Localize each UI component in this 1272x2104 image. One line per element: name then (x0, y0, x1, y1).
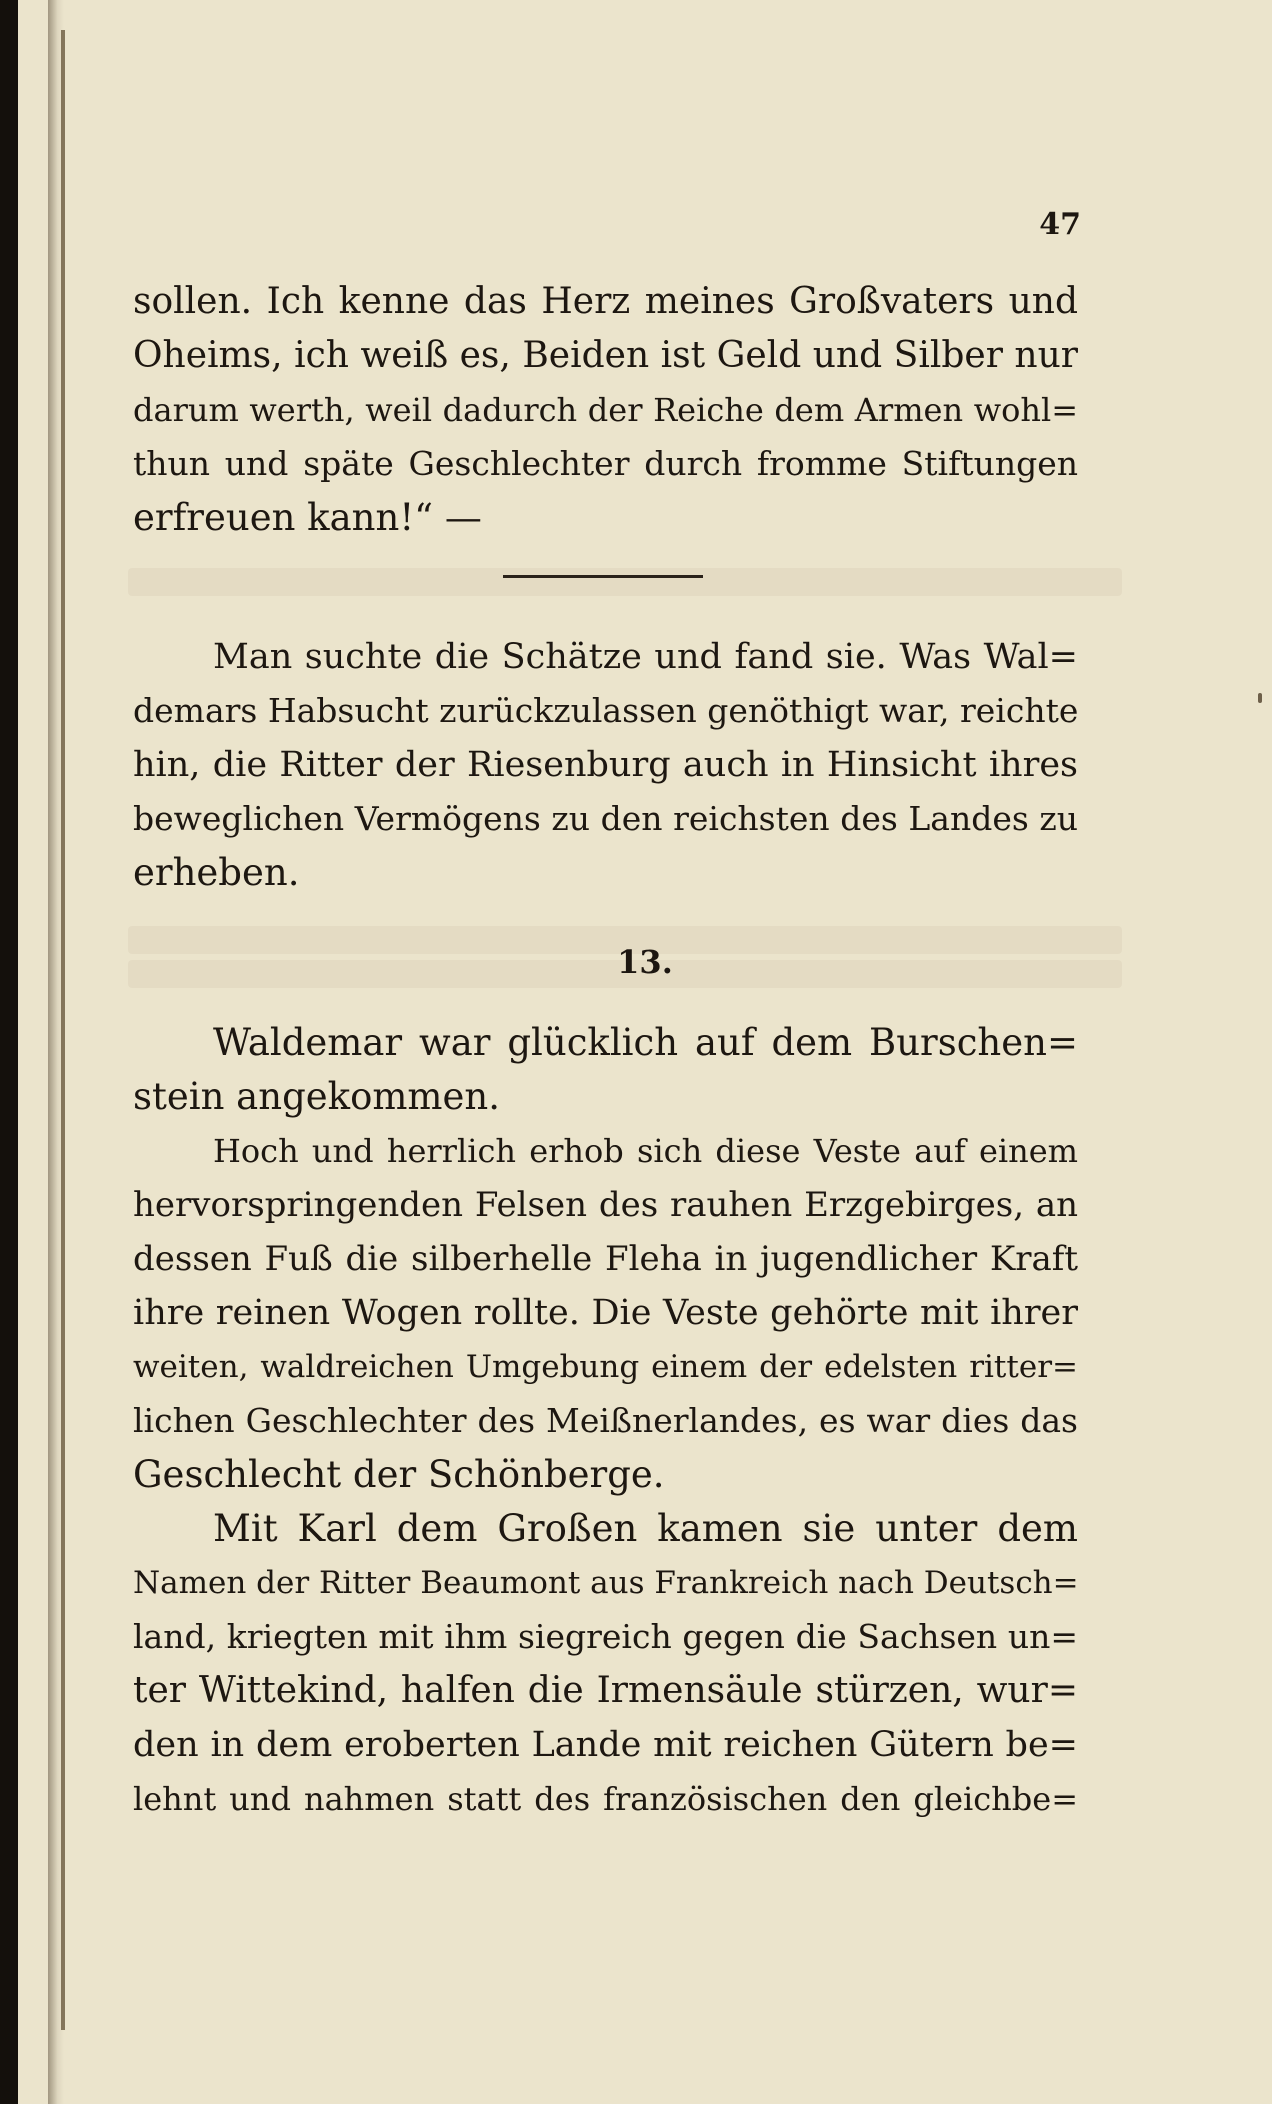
text-line: Waldemar war glücklich auf dem Burschen= (213, 1021, 1078, 1064)
text-line: Mit Karl dem Großen kamen sie unter dem (213, 1507, 1078, 1550)
bleed-through-text (128, 568, 1122, 596)
text-line: ihre reinen Wogen rollte. Die Veste gehörte mit ihrer (133, 1293, 1078, 1333)
text-line: sollen. Ich kenne das Herz meines Großvaters und (133, 281, 1078, 322)
text-line: dessen Fuß die silberhelle Fleha in jugendlicher Kraft (133, 1239, 1078, 1279)
text-line: hin, die Ritter der Riesenburg auch in Hinsicht ihres (133, 745, 1078, 785)
text-line: erheben. (133, 851, 300, 894)
section-divider-rule (503, 575, 703, 578)
text-line: ter Wittekind, halfen die Irmensäule stürzen, wur= (133, 1670, 1078, 1711)
text-line: erfreuen kann!“ — (133, 496, 482, 539)
text-line: Namen der Ritter Beaumont aus Frankreich nach Deutsch= (133, 1565, 1079, 1601)
text-line: lichen Geschlechter des Meißnerlandes, es war dies das (133, 1401, 1078, 1440)
text-line: weiten, waldreichen Umgebung einem der edelsten ritter= (133, 1349, 1078, 1385)
text-line: beweglichen Vermögens zu den reichsten des Landes zu (133, 799, 1078, 838)
gutter-fold-line (61, 30, 65, 2030)
text-line: darum werth, weil dadurch der Reiche dem Armen wohl= (133, 391, 1078, 429)
paper-speck (1258, 693, 1262, 703)
text-line: stein angekommen. (133, 1075, 501, 1118)
text-line: thun und späte Geschlechter durch fromme Stiftungen (133, 444, 1078, 483)
text-line: Geschlecht der Schönberge. (133, 1453, 665, 1496)
section-heading: 13. (617, 943, 673, 981)
text-line: hervorspringenden Felsen des rauhen Erzgebirges, an (133, 1185, 1078, 1225)
text-line: demars Habsucht zurückzulassen genöthigt war, reichte (133, 691, 1079, 730)
text-line: Hoch und herrlich erhob sich diese Veste auf einem (213, 1132, 1078, 1170)
text-line: den in dem eroberten Lande mit reichen Gütern be= (133, 1725, 1078, 1765)
page-number: 47 (1039, 207, 1081, 242)
text-line: Oheims, ich weiß es, Beiden ist Geld und Silber nur (133, 335, 1078, 376)
text-line: Man suchte die Schätze und fand sie. Was Wal= (213, 637, 1078, 677)
text-line: land, kriegten mit ihm siegreich gegen die Sachsen un= (133, 1617, 1078, 1656)
book-page (18, 0, 1272, 2104)
text-line: lehnt und nahmen statt des französischen den gleichbe= (133, 1780, 1078, 1818)
